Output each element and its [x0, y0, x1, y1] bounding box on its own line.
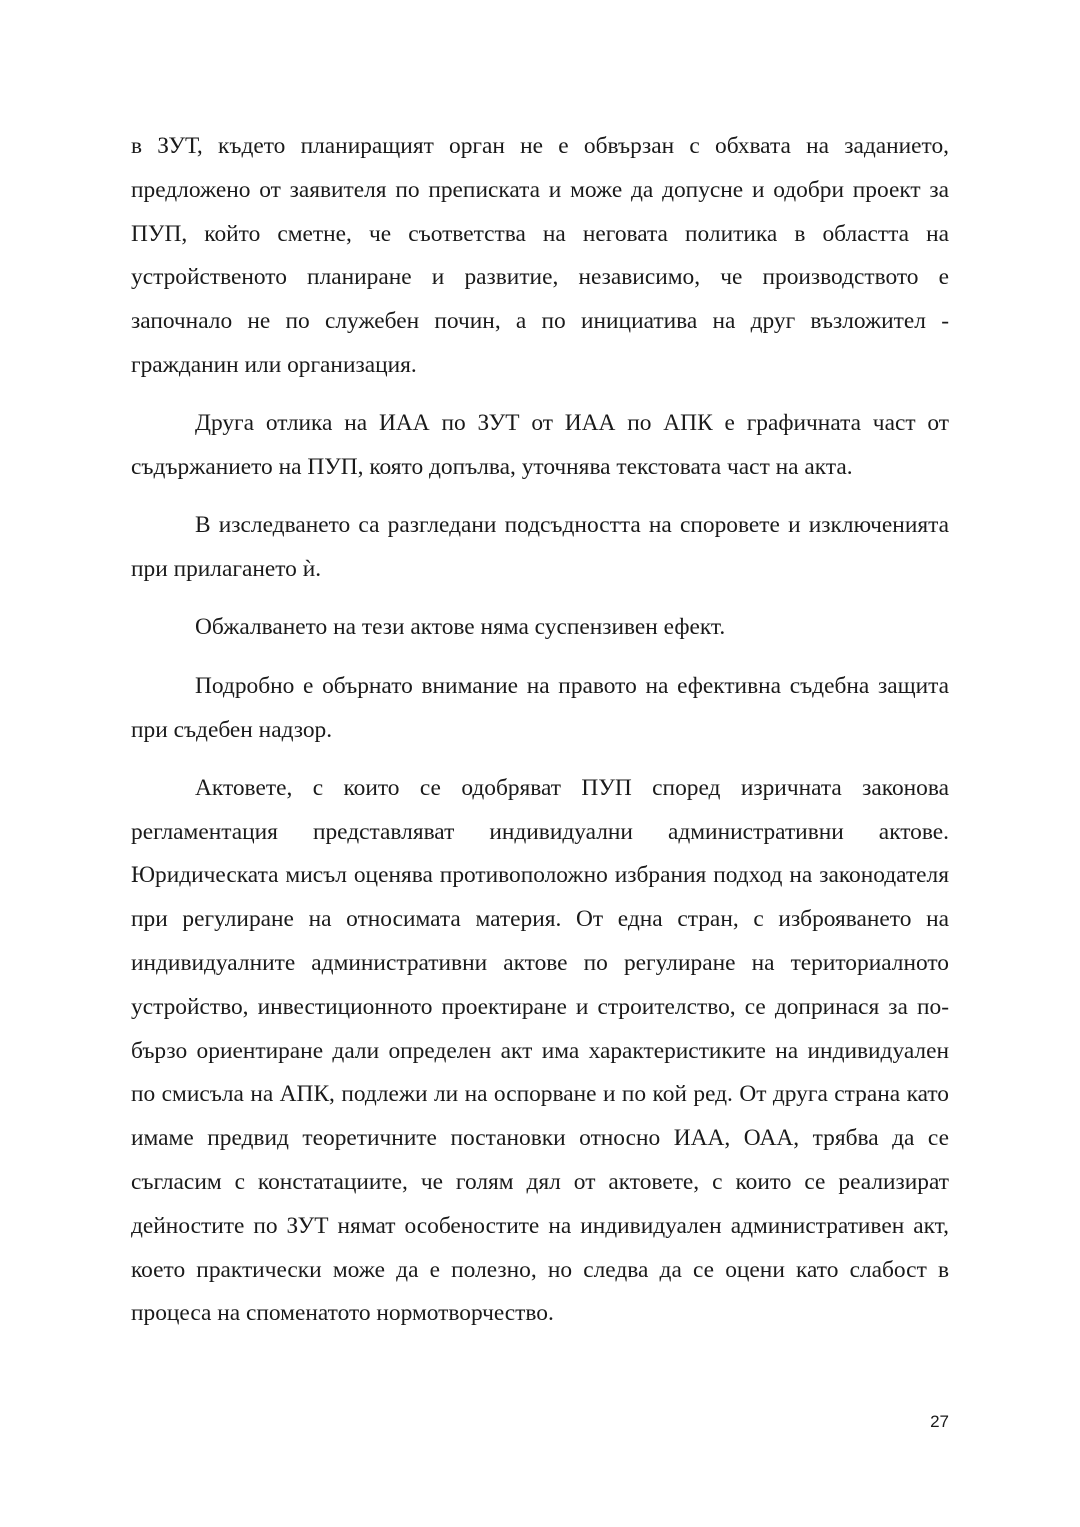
- paragraph-1: в ЗУТ, където планиращият орган не е обвързан с обхвата на заданието, предложено от заявителя по преписката и може да допусне и одобри проект за ПУП, който сметне, че съответства на неговата политика в областта на устройственото планиране и развитие, независимо, че производството е започнало не по служебен почин, а по инициатива на друг възложител - гражданин или организация.: [131, 133, 949, 378]
- paragraph-3: В изследването са разгледани подсъдността на споровете и изключенията при прилагането ѝ.: [131, 512, 949, 583]
- body-text: [131, 125, 949, 1351]
- paragraph-4: Обжалването на тези актове няма суспензивен ефект.: [195, 614, 726, 641]
- paragraph-5: Подробно е обърнато внимание на правото на ефективна съдебна защита при съдебен надзор.: [131, 672, 949, 743]
- paragraph-6: Актовете, с които се одобряват ПУП според изричната законова регламентация представляват индивидуални административни актове. Юридическата мисъл оценява противоположно избрания подход на законодателя при регулиране на относимата материя. От една стран, с изброяването на индивидуалните административни актове по регулиране на териториалното устройство, инвестиционното проектиране и строителство, се допринася за по-бързо ориентиране дали определен акт има характеристиките на индивидуален по смисъла на АПК, подлежи ли на оспорване и по кой ред. От друга страна като имаме предвид теоретичните постановки относно ИАА, ОАА, трябва да се съгласим с констатациите, че голям дял от актовете, с които се реализират дейностите по ЗУТ нямат особеностите на индивидуален административен акт, което практически може да е полезно, но следва да се оцени като слабост в процеса на споменатото нормотворчество.: [131, 774, 949, 1327]
- paragraph-2: Друга отлика на ИАА по ЗУТ от ИАА по АПК е графичната част от съдържанието на ПУП, която допълва, уточнява текстовата част на акта.: [131, 410, 949, 481]
- page-number: 27: [930, 1412, 949, 1431]
